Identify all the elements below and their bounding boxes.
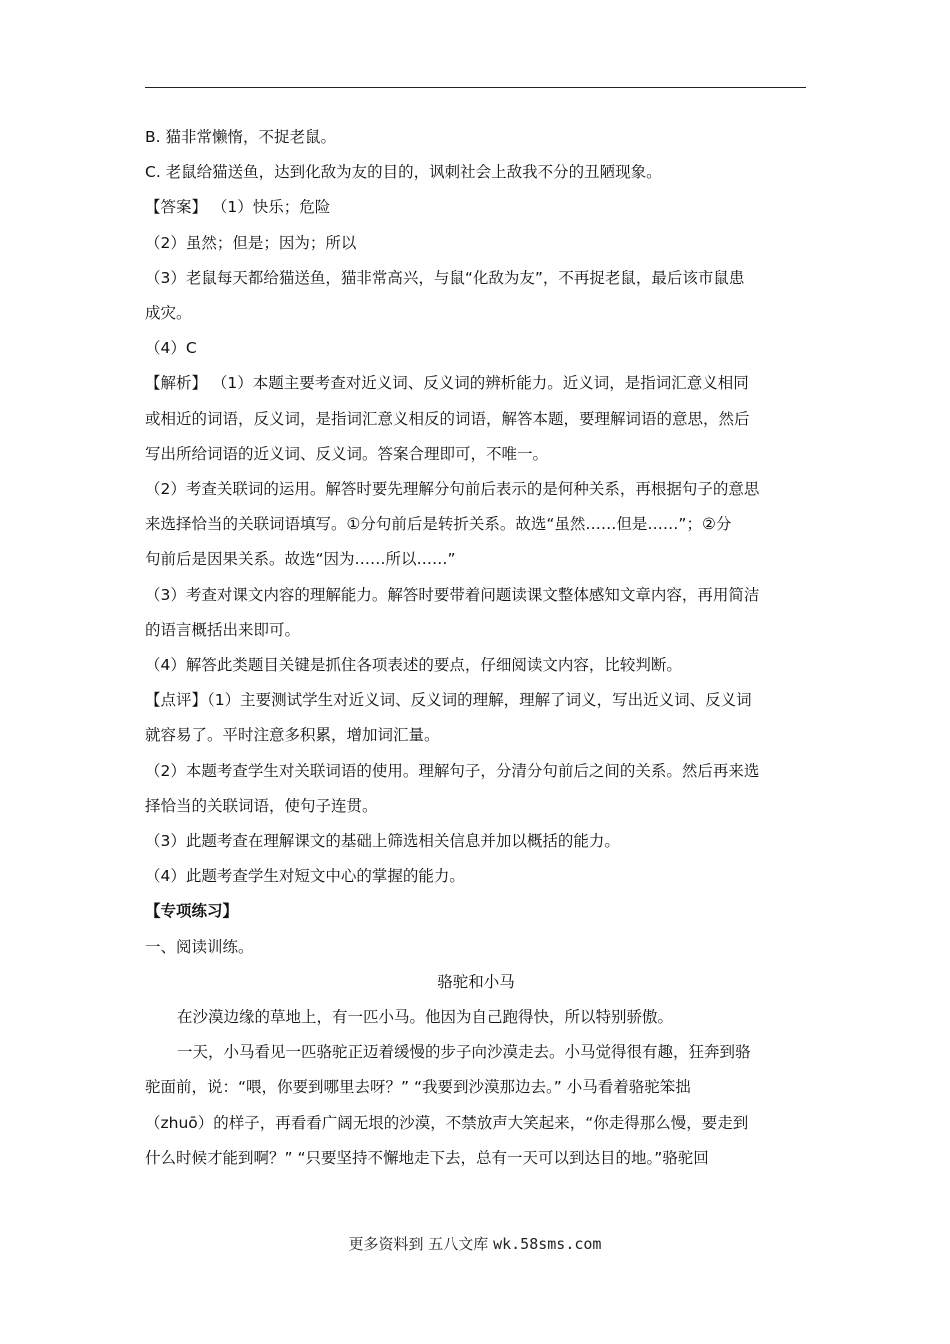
answer-line-4: （4）C	[145, 339, 197, 358]
analysis-line-1-cont: 或相近的词语，反义词，是指词汇意义相反的词语，解答本题，要理解词语的意思，然后	[145, 409, 750, 428]
analysis-line-3-cont: 的语言概括出来即可。	[145, 620, 301, 639]
answer-line-3-cont: 成灾。	[145, 304, 192, 323]
comment-line-3: （3）此题考查在理解课文的基础上筛选相关信息并加以概括的能力。	[145, 832, 620, 851]
footer-url[interactable]: wk.58sms.com	[493, 1235, 602, 1253]
answer-line-2: （2）虽然；但是；因为；所以	[145, 233, 357, 252]
option-c: C. 老鼠给猫送鱼，达到化敌为友的目的，讽刺社会上敌我不分的丑陋现象。	[145, 163, 662, 182]
analysis-line-2-cont: 来选择恰当的关联词语填写。①分句前后是转折关系。故选“虽然……但是……”；②分	[145, 515, 732, 534]
analysis-line-1-cont2: 写出所给词语的近义词、反义词。答案合理即可，不唯一。	[145, 444, 549, 463]
page-footer	[0, 1233, 950, 1254]
analysis-line-2: （2）考查关联词的运用。解答时要先理解分句前后表示的是何种关系，再根据句子的意思	[145, 480, 760, 499]
header-rule	[145, 87, 806, 88]
analysis-line-2-cont2: 句前后是因果关系。故选“因为……所以……”	[145, 550, 456, 569]
analysis-line-4: （4）解答此类题目关键是抓住各项表述的要点，仔细阅读文内容，比较判断。	[145, 656, 682, 675]
answer-line-3: （3）老鼠每天都给猫送鱼，猫非常高兴，与鼠“化敌为友”，不再捉老鼠，最后该市鼠患	[145, 268, 745, 287]
passage-line-4: （zhuō）的样子，再看看广阔无垠的沙漠，不禁放声大笑起来，“你走得那么慢，要走到	[145, 1113, 749, 1132]
comment-line-1: 【点评】（1）主要测试学生对近义词、反义词的理解，理解了词义，写出近义词、反义词	[145, 691, 752, 710]
footer-text: 更多资料到 五八文库	[348, 1235, 489, 1253]
analysis-line-1: 【解析】 （1）本题主要考查对近义词、反义词的辨析能力。近义词，是指词汇意义相同	[145, 374, 749, 393]
answer-line-1: 【答案】 （1）快乐；危险	[145, 198, 331, 217]
comment-line-2-cont: 择恰当的关联词语，使句子连贯。	[145, 796, 378, 815]
passage-line-5: 什么时候才能到啊？” “只要坚持不懈地走下去，总有一天可以到达目的地。”骆驼回	[145, 1148, 709, 1167]
passage-line-2: 一天，小马看见一匹骆驼正迈着缓慢的步子向沙漠走去。小马觉得很有趣，狂奔到骆	[177, 1043, 751, 1062]
exercise-label: 一、阅读训练。	[145, 937, 254, 956]
passage-line-1: 在沙漠边缘的草地上，有一匹小马。他因为自己跑得快，所以特别骄傲。	[177, 1008, 674, 1027]
document-body	[145, 120, 807, 1176]
comment-line-4: （4）此题考查学生对短文中心的掌握的能力。	[145, 867, 465, 886]
comment-line-1-cont: 就容易了。平时注意多积累，增加词汇量。	[145, 726, 440, 745]
option-b: B. 猫非常懒惰，不捉老鼠。	[145, 128, 336, 146]
section-heading: 【专项练习】	[145, 902, 239, 921]
passage-line-3: 驼面前，说：“喂，你要到哪里去呀？” “我要到沙漠那边去。” 小马看着骆驼笨拙	[145, 1078, 691, 1097]
analysis-line-3: （3）考查对课文内容的理解能力。解答时要带着问题读课文整体感知文章内容，再用简洁	[145, 585, 760, 604]
comment-line-2: （2）本题考查学生对关联词语的使用。理解句子，分清分句前后之间的关系。然后再来选	[145, 761, 760, 780]
passage-title: 骆驼和小马	[437, 972, 515, 991]
